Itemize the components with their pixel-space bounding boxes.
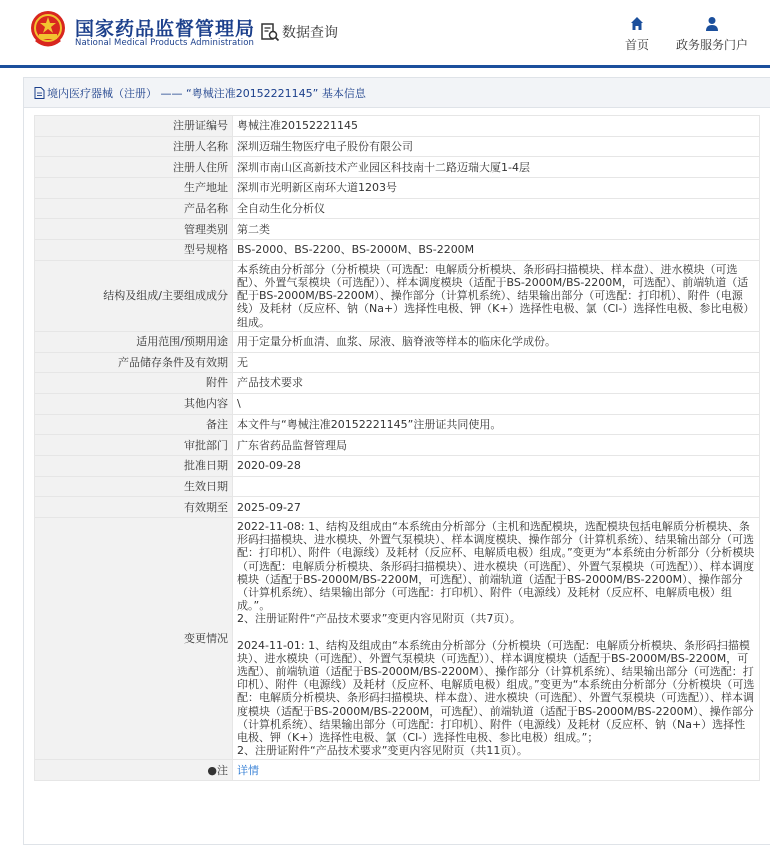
nav-gov-service[interactable]: [674, 16, 750, 53]
field-value: 深圳市南山区高新技术产业园区科技南十二路迈瑞大厦1-4层: [233, 157, 760, 178]
bulb-icon: ●: [207, 763, 217, 777]
change-entry: 2024-11-01: 1、结构及组成由“本系统由分析部分（分析模块（可选配：电解质分析模块、条形码扫描模块）、进水模块（可选配）、外置气泵模块（可选配））、样本调度模块（适配于BS-2000M/BS-2200M，可选配）、前端轨道（适配于BS-2000M/BS-2200M）、操作部分（计算机系统）、结果输出部分（可选配：打印机）、附件（电源线）及耗材（反应杯、电解质电极）组成。”变更为“本系统由分析部分（分析模块（可选配：电解质分析模块、条形码扫描模块、样本盘）、进水模块（可选配）、外置气泵模块（可选配））、样本调度模块（适配于BS-2000M/BS-2200M，可选配）、前端轨道（适配于BS-2000M/BS-2200M）、操作部分（计算机系统）、结果输出部分（可选配：打印机）、附件（电源线）及耗材（反应杯、钠（Na+）选择性电极、钾（K+）选择性电极、氯（Cl-）选择性电极、参比电极）组成。”； 2、注册证附件“产品技术要求”变更内容见附页（共11页）。: [237, 638, 755, 758]
document-icon: [34, 87, 45, 99]
table-row: [35, 136, 760, 157]
field-value: 粤械注准20152221145: [233, 116, 760, 137]
field-label: 审批部门: [35, 435, 233, 456]
field-label: 产品名称: [35, 198, 233, 219]
field-value: [233, 476, 760, 497]
field-value: 广东省药品监督管理局: [233, 435, 760, 456]
change-history-value: [233, 518, 760, 760]
field-label: 产品储存条件及有效期: [35, 352, 233, 373]
nav-home[interactable]: [622, 16, 652, 53]
field-label: [35, 760, 233, 781]
field-value: \: [233, 393, 760, 414]
table-row: [35, 414, 760, 435]
field-value: 用于定量分析血清、血浆、尿液、脑脊液等样本的临床化学成份。: [233, 331, 760, 352]
user-icon: [705, 16, 719, 32]
field-label: 有效期至: [35, 497, 233, 518]
field-value: 2025-09-27: [233, 497, 760, 518]
field-value: 2020-09-28: [233, 455, 760, 476]
table-row: [35, 455, 760, 476]
field-label: 附件: [35, 373, 233, 394]
field-label: 备注: [35, 414, 233, 435]
data-query-label: 数据查询: [282, 25, 338, 41]
field-value: 本系统由分析部分（分析模块（可选配：电解质分析模块、条形码扫描模块、样本盘）、进水模块（可选配）、外置气泵模块（可选配））、样本调度模块（适配于BS-2000M/BS-2200M，可选配）、前端轨道（适配于BS-2000M/BS-2200M）、操作部分（计算机系统）、结果输出部分（可选配：打印机）、附件（电源线）及耗材（反应杯、钠（Na+）选择性电极、钾（K+）选择性电极、氯（Cl-）选择性电极、参比电极）组成。: [233, 260, 760, 331]
table-row: [35, 331, 760, 352]
field-label: 结构及组成/主要组成成分: [35, 260, 233, 331]
field-label: 适用范围/预期用途: [35, 331, 233, 352]
table-row: [35, 497, 760, 518]
field-label: 型号规格: [35, 240, 233, 261]
field-value: 本文件与“粤械注准20152221145”注册证共同使用。: [233, 414, 760, 435]
detail-link[interactable]: 详情: [237, 763, 259, 777]
table-row: [35, 476, 760, 497]
table-row: [35, 260, 760, 331]
table-row: [35, 157, 760, 178]
field-label: 生产地址: [35, 178, 233, 199]
field-label: 注册证编号: [35, 116, 233, 137]
field-value: 深圳迈瑞生物医疗电子股份有限公司: [233, 136, 760, 157]
table-row: [35, 116, 760, 137]
breadcrumb: [24, 78, 770, 108]
field-label: 管理类别: [35, 219, 233, 240]
table-row: [35, 393, 760, 414]
detail-panel: [23, 77, 770, 845]
field-label: 生效日期: [35, 476, 233, 497]
home-icon: [630, 16, 644, 32]
national-emblem-icon: [30, 10, 66, 50]
table-row: [35, 219, 760, 240]
brand-title-cn: 国家药品监督管理局: [75, 18, 256, 40]
table-row: [35, 240, 760, 261]
field-value: BS-2000、BS-2200、BS-2000M、BS-2200M: [233, 240, 760, 261]
field-value: 无: [233, 352, 760, 373]
table-row: [35, 373, 760, 394]
data-query-link[interactable]: [260, 20, 338, 44]
table-row-changes: [35, 518, 760, 760]
note-label: 注: [217, 763, 228, 777]
nav-gov-service-label: 政务服务门户: [675, 38, 748, 52]
field-label: 注册人住所: [35, 157, 233, 178]
table-row: [35, 198, 760, 219]
field-label: 注册人名称: [35, 136, 233, 157]
table-row: [35, 352, 760, 373]
breadcrumb-text: 境内医疗器械（注册） —— “粤械注准20152221145” 基本信息: [47, 86, 366, 100]
field-value: 全自动生化分析仪: [233, 198, 760, 219]
change-entry: 2022-11-08: 1、结构及组成由“本系统由分析部分（主机和选配模块，选配模块包括电解质分析模块、条形码扫描模块、进水模块、外置气泵模块）、样本调度模块、操作部分（计算机系统）、结果输出部分（可选配：打印机）、附件（电源线）及耗材（反应杯、电解质电极）组成。”变更为“本系统由分析部分（分析模块（可选配：电解质分析模块、条形码扫描模块）、进水模块（可选配）、外置气泵模块（可选配））、样本调度模块（适配于BS-2000M/BS-2200M，可选配）、前端轨道（适配于BS-2000M/BS-2200M）、操作部分（计算机系统）、结果输出部分（可选配：打印机）、附件（电源线）及耗材（反应杯、电解质电极）组成。”。 2、注册证附件“产品技术要求”变更内容见附页（共7页）。: [237, 520, 755, 626]
field-value: 深圳市光明新区南环大道1203号: [233, 178, 760, 199]
table-row-note: [35, 760, 760, 781]
field-value: [233, 760, 760, 781]
field-label: 其他内容: [35, 393, 233, 414]
document-search-icon: [260, 22, 280, 42]
site-header: [0, 0, 770, 68]
field-value: 第二类: [233, 219, 760, 240]
brand-title-en: National Medical Products Administration: [75, 38, 254, 48]
registration-info-table: [34, 115, 760, 781]
table-row: [35, 435, 760, 456]
nav-home-label: 首页: [624, 38, 649, 52]
field-value: 产品技术要求: [233, 373, 760, 394]
table-row: [35, 178, 760, 199]
field-label: 变更情况: [35, 518, 233, 760]
field-label: 批准日期: [35, 455, 233, 476]
